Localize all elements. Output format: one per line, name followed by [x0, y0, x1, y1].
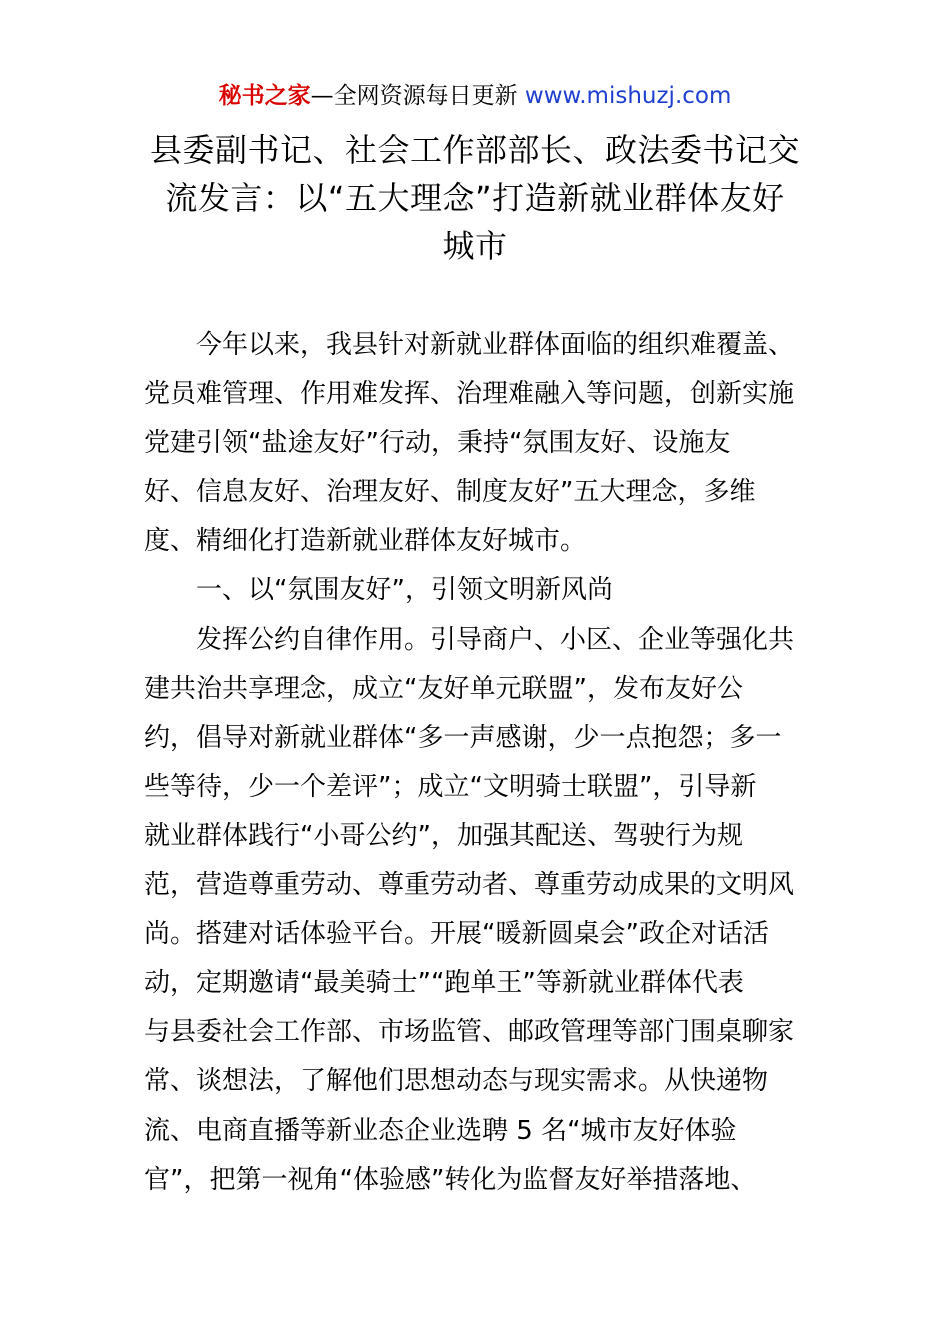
- paragraph-line: 范，营造尊重劳动、尊重劳动者、尊重劳动成果的文明风: [144, 870, 795, 901]
- paragraph-line: 建共治共享理念，成立“友好单元联盟”，发布友好公: [144, 673, 743, 704]
- paragraph-line: 好、信息友好、治理友好、制度友好”五大理念，多维: [144, 477, 756, 508]
- site-tagline: —全网资源每日更新: [310, 83, 525, 109]
- paragraph-line: 些等待，少一个差评”；成立“文明骑士联盟”，引导新: [144, 771, 757, 802]
- paragraph-line: 约，倡导对新就业群体“多一声感谢，少一点抱怨；多一: [144, 722, 782, 753]
- paragraph-line: 流、电商直播等新业态企业选聘 5 名“城市友好体验: [144, 1115, 737, 1146]
- site-header: [0, 80, 950, 112]
- paragraph-line: 党建引领“盐途友好”行动，秉持“氛围友好、设施友: [144, 428, 731, 459]
- paragraph-line: 与县委社会工作部、市场监管、邮政管理等部门围桌聊家: [144, 1017, 795, 1048]
- section-heading: 一、以“氛围友好”，引领文明新风尚: [196, 575, 613, 606]
- site-brand: 秘书之家: [218, 83, 311, 109]
- paragraph-line: 常、谈想法，了解他们思想动态与现实需求。从快递物: [144, 1066, 769, 1097]
- title-line: 流发言：以“五大理念”打造新就业群体友好: [165, 179, 785, 217]
- paragraph-line: 动，定期邀请“最美骑士”“跑单王”等新就业群体代表: [144, 968, 744, 999]
- paragraph-line: 今年以来，我县针对新就业群体面临的组织难覆盖、: [196, 330, 795, 360]
- paragraph-line: 发挥公约自律作用。引导商户、小区、企业等强化共: [196, 624, 795, 655]
- site-url-link[interactable]: www.mishuzj.com: [524, 83, 732, 109]
- paragraph-line: 就业群体践行“小哥公约”，加强其配送、驾驶行为规: [144, 820, 743, 851]
- paragraph-line: 尚。搭建对话体验平台。开展“暖新圆桌会”政企对话活: [144, 919, 769, 950]
- title-line: 城市: [442, 227, 508, 265]
- document-title: [140, 126, 810, 270]
- paragraph-line: 度、精细化打造新就业群体友好城市。: [144, 526, 587, 557]
- document-body: [144, 321, 812, 1205]
- paragraph-line: 官”，把第一视角“体验感”转化为监督友好举措落地、: [144, 1164, 757, 1195]
- paragraph-line: 党员难管理、作用难发挥、治理难融入等问题，创新实施: [144, 379, 795, 410]
- title-line: 县委副书记、社会工作部部长、政法委书记交: [149, 131, 800, 169]
